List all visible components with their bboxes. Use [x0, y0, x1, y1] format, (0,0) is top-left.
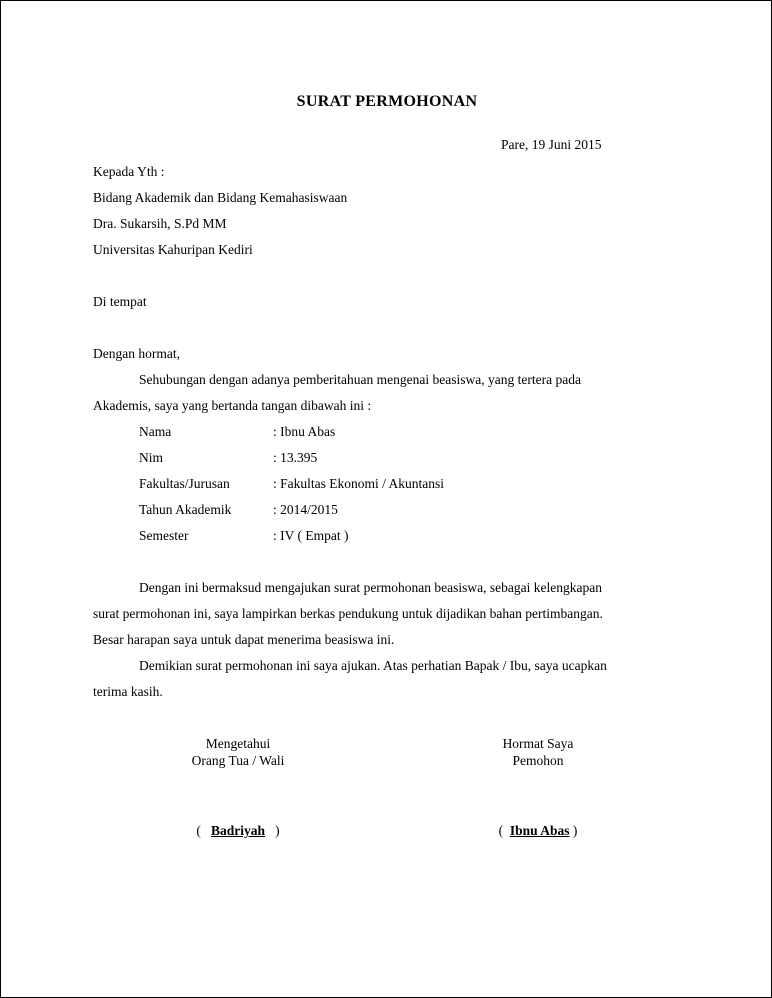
body-p1-line-3: Besar harapan saya untuk dapat menerima beasiswa ini. [93, 632, 395, 647]
right-sign-heading-2: Pemohon [512, 753, 564, 768]
greeting: Dengan hormat, [93, 346, 180, 361]
field-value-fakultas: : Fakultas Ekonomi / Akuntansi [273, 476, 444, 491]
right-signature [438, 823, 638, 839]
left-signature [138, 823, 338, 839]
recipient-line-3: Universitas Kahuripan Kediri [93, 242, 253, 257]
open-paren: ( [498, 823, 504, 838]
recipient-place: Di tempat [93, 294, 147, 309]
close-paren: ) [275, 823, 280, 838]
field-value-nim: : 13.395 [273, 450, 318, 465]
left-signer-name: Badriyah [210, 823, 265, 838]
field-label-semester: Semester [139, 528, 189, 543]
left-sign-heading-1: Mengetahui [205, 736, 271, 751]
recipient-line-1: Bidang Akademik dan Bidang Kemahasiswaan [93, 190, 348, 205]
body-p1-line-1: Dengan ini bermaksud mengajukan surat permohonan beasiswa, sebagai kelengkapan [139, 580, 602, 595]
right-signer-name: Ibnu Abas [509, 823, 570, 838]
intro-line-1: Sehubungan dengan adanya pemberitahuan mengenai beasiswa, yang tertera pada [139, 372, 581, 387]
close-paren: ) [572, 823, 578, 838]
field-label-fakultas: Fakultas/Jurusan [139, 476, 230, 491]
field-label-nim: Nim [139, 450, 164, 465]
field-value-tahun: : 2014/2015 [273, 502, 338, 517]
recipient-salutation: Kepada Yth : [93, 164, 165, 179]
field-label-tahun: Tahun Akademik [139, 502, 232, 517]
place-date: Pare, 19 Juni 2015 [501, 137, 602, 152]
intro-line-2: Akademis, saya yang bertanda tangan dibawah ini : [93, 398, 372, 413]
field-value-nama: : Ibnu Abas [273, 424, 336, 439]
body-p2-line-2: terima kasih. [93, 684, 163, 699]
body-p1-line-2: surat permohonan ini, saya lampirkan berkas pendukung untuk dijadikan bahan pertimbangan. [93, 606, 603, 621]
field-value-semester: : IV ( Empat ) [273, 528, 349, 543]
field-label-nama: Nama [139, 424, 172, 439]
right-sign-heading-1: Hormat Saya [502, 736, 574, 751]
left-sign-heading-2: Orang Tua / Wali [191, 753, 285, 768]
recipient-line-2: Dra. Sukarsih, S.Pd MM [93, 216, 227, 231]
open-paren: ( [196, 823, 201, 838]
body-p2-line-1: Demikian surat permohonan ini saya ajukan. Atas perhatian Bapak / Ibu, saya ucapkan [139, 658, 607, 673]
letter-title: SURAT PERMOHONAN [296, 93, 478, 110]
